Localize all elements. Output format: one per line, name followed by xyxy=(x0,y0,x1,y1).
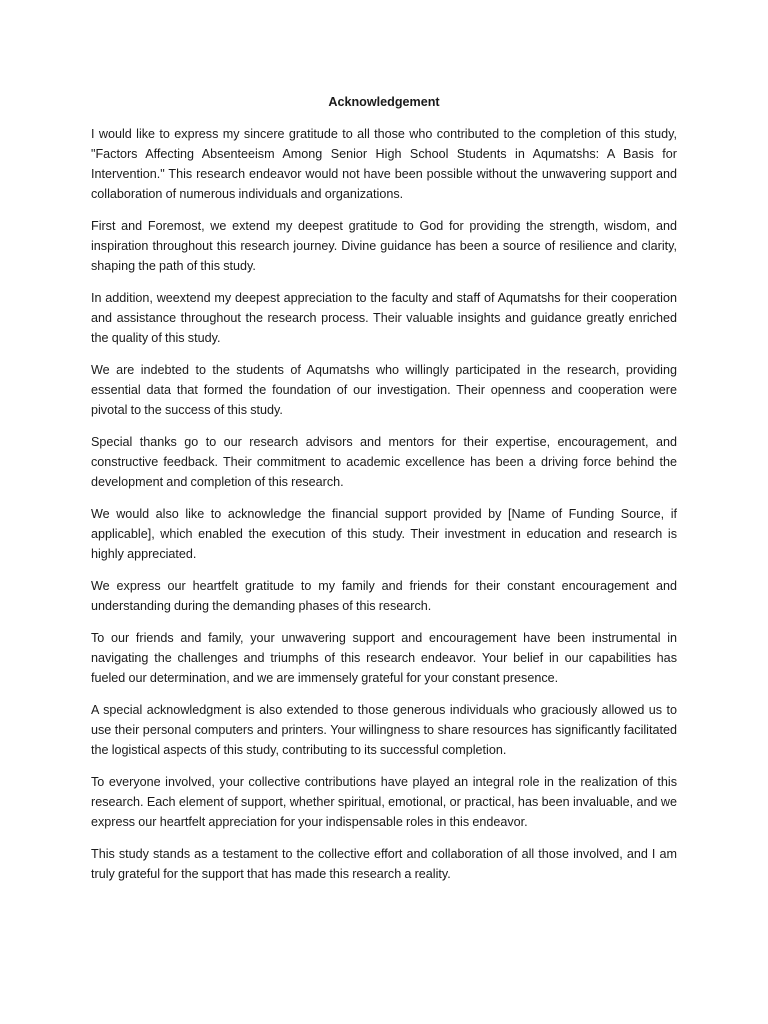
paragraph-11: This study stands as a testament to the collective effort and collaboration of all those involved, and I am truly grateful for the support that has made this research a reality. xyxy=(91,847,677,881)
paragraph-3: In addition, weextend my deepest appreciation to the faculty and staff of Aqumatshs for their cooperation and assistance throughout the research process. Their valuable insights and guidance greatly enriched the quality of this study. xyxy=(91,291,677,345)
paragraph-7: We express our heartfelt gratitude to my family and friends for their constant encouragement and understanding during the demanding phases of this research. xyxy=(91,579,677,613)
document-title: Acknowledgement xyxy=(328,95,440,109)
document-body xyxy=(91,94,677,896)
paragraph-2: First and Foremost, we extend my deepest gratitude to God for providing the strength, wisdom, and inspiration throughout this research journey. Divine guidance has been a source of resilience and clarity, shaping the path of this study. xyxy=(91,219,677,273)
paragraph-1: I would like to express my sincere gratitude to all those who contributed to the completion of this study, "Factors Affecting Absenteeism Among Senior High School Students in Aqumatshs: A Basis for Intervention." This research endeavor would not have been possible without the unwavering support and collaboration of numerous individuals and organizations. xyxy=(91,127,677,201)
paragraph-6: We would also like to acknowledge the financial support provided by [Name of Funding Source, if applicable], which enabled the execution of this study. Their investment in education and research is highly appreciated. xyxy=(91,507,677,561)
paragraph-5: Special thanks go to our research advisors and mentors for their expertise, encouragement, and constructive feedback. Their commitment to academic excellence has been a driving force behind the development and completion of this research. xyxy=(91,435,677,489)
paragraph-9: A special acknowledgment is also extended to those generous individuals who graciously allowed us to use their personal computers and printers. Your willingness to share resources has significantly facilitated the logistical aspects of this study, contributing to its successful completion. xyxy=(91,703,677,757)
paragraph-10: To everyone involved, your collective contributions have played an integral role in the realization of this research. Each element of support, whether spiritual, emotional, or practical, has been invaluable, and we express our heartfelt appreciation for your indispensable roles in this endeavor. xyxy=(91,775,677,829)
paragraph-4: We are indebted to the students of Aqumatshs who willingly participated in the research, providing essential data that formed the foundation of our investigation. Their openness and cooperation were pivotal to the success of this study. xyxy=(91,363,677,417)
paragraph-8: To our friends and family, your unwavering support and encouragement have been instrumental in navigating the challenges and triumphs of this research endeavor. Your belief in our capabilities has fueled our determination, and we are immensely grateful for your constant presence. xyxy=(91,631,677,685)
